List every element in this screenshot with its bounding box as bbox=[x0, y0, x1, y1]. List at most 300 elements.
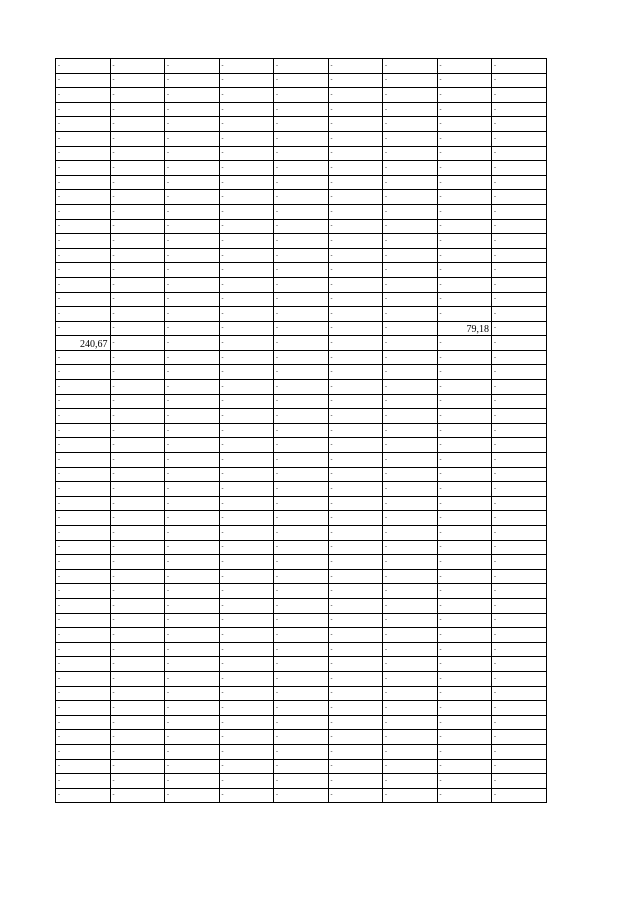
table-cell: - bbox=[437, 73, 492, 88]
table-cell: - bbox=[56, 219, 111, 234]
table-cell: - bbox=[383, 730, 438, 745]
table-cell: - bbox=[274, 467, 329, 482]
table-cell: - bbox=[492, 628, 547, 643]
table-cell: - bbox=[437, 219, 492, 234]
table-cell: - bbox=[492, 438, 547, 453]
table-row bbox=[56, 555, 547, 570]
table-cell: - bbox=[219, 409, 274, 424]
table-cell: - bbox=[492, 59, 547, 74]
table-cell: - bbox=[56, 788, 111, 803]
table-cell: - bbox=[492, 161, 547, 176]
table-row bbox=[56, 88, 547, 103]
table-cell: - bbox=[165, 671, 220, 686]
table-cell: - bbox=[219, 642, 274, 657]
table-cell: - bbox=[110, 263, 165, 278]
table-cell: - bbox=[219, 175, 274, 190]
table-cell: - bbox=[274, 526, 329, 541]
table-cell: - bbox=[274, 277, 329, 292]
table-cell: - bbox=[274, 686, 329, 701]
table-cell: - bbox=[219, 161, 274, 176]
table-cell: - bbox=[383, 569, 438, 584]
table-cell: - bbox=[328, 131, 383, 146]
table-row bbox=[56, 73, 547, 88]
table-cell: - bbox=[219, 453, 274, 468]
table-cell: - bbox=[219, 204, 274, 219]
table-cell: - bbox=[56, 701, 111, 716]
table-cell: - bbox=[165, 146, 220, 161]
table-cell: - bbox=[219, 730, 274, 745]
table-cell: - bbox=[437, 496, 492, 511]
table-cell: - bbox=[165, 511, 220, 526]
table-cell: - bbox=[165, 161, 220, 176]
table-cell: - bbox=[437, 555, 492, 570]
table-cell: - bbox=[383, 131, 438, 146]
table-cell: - bbox=[383, 642, 438, 657]
table-cell: - bbox=[383, 526, 438, 541]
table-cell: - bbox=[328, 744, 383, 759]
table-cell: - bbox=[56, 423, 111, 438]
table-cell: - bbox=[110, 598, 165, 613]
table-cell: - bbox=[274, 59, 329, 74]
table-cell: - bbox=[110, 248, 165, 263]
table-cell: - bbox=[56, 584, 111, 599]
table-row bbox=[56, 307, 547, 322]
table-cell: - bbox=[383, 540, 438, 555]
table-cell: - bbox=[274, 715, 329, 730]
table-cell: - bbox=[328, 234, 383, 249]
table-cell: - bbox=[110, 394, 165, 409]
table-cell: - bbox=[219, 336, 274, 351]
table-cell: - bbox=[383, 628, 438, 643]
table-cell: - bbox=[328, 584, 383, 599]
table-cell: - bbox=[56, 59, 111, 74]
table-cell: - bbox=[437, 540, 492, 555]
table-cell: - bbox=[110, 555, 165, 570]
table-cell: - bbox=[383, 102, 438, 117]
table-cell: - bbox=[110, 117, 165, 132]
table-cell: - bbox=[165, 788, 220, 803]
table-cell: - bbox=[56, 161, 111, 176]
table-cell: - bbox=[383, 657, 438, 672]
table-cell: - bbox=[492, 642, 547, 657]
table-cell: - bbox=[110, 365, 165, 380]
table-cell: - bbox=[219, 131, 274, 146]
table-cell: - bbox=[328, 774, 383, 789]
table-cell: - bbox=[56, 117, 111, 132]
table-row bbox=[56, 146, 547, 161]
table-cell: - bbox=[56, 248, 111, 263]
table-cell: - bbox=[492, 598, 547, 613]
table-cell: - bbox=[437, 686, 492, 701]
table-cell: - bbox=[165, 292, 220, 307]
table-cell: - bbox=[110, 190, 165, 205]
table-cell: - bbox=[492, 671, 547, 686]
table-cell: - bbox=[274, 671, 329, 686]
table-cell: - bbox=[219, 277, 274, 292]
table-cell: - bbox=[56, 438, 111, 453]
table-cell: - bbox=[274, 365, 329, 380]
table-row bbox=[56, 511, 547, 526]
table-cell: - bbox=[56, 540, 111, 555]
table-cell: - bbox=[383, 380, 438, 395]
table-cell: - bbox=[219, 146, 274, 161]
table-cell: - bbox=[56, 526, 111, 541]
table-cell: - bbox=[437, 730, 492, 745]
table-cell: - bbox=[274, 380, 329, 395]
table-cell: - bbox=[383, 321, 438, 336]
table-row bbox=[56, 438, 547, 453]
table-cell: - bbox=[492, 190, 547, 205]
table-cell: - bbox=[165, 423, 220, 438]
table-row bbox=[56, 569, 547, 584]
table-row bbox=[56, 715, 547, 730]
table-cell: - bbox=[110, 88, 165, 103]
table-cell: - bbox=[437, 102, 492, 117]
table-cell: - bbox=[437, 511, 492, 526]
table-cell: - bbox=[328, 496, 383, 511]
table-cell: - bbox=[437, 467, 492, 482]
table-cell: - bbox=[492, 453, 547, 468]
table-cell: - bbox=[383, 146, 438, 161]
table-cell: - bbox=[165, 234, 220, 249]
table-cell: - bbox=[219, 263, 274, 278]
table-cell: - bbox=[110, 759, 165, 774]
table-cell: - bbox=[56, 569, 111, 584]
table-cell: - bbox=[165, 467, 220, 482]
table-cell: - bbox=[274, 73, 329, 88]
table-cell: - bbox=[165, 657, 220, 672]
table-cell: - bbox=[56, 453, 111, 468]
table-cell: - bbox=[437, 423, 492, 438]
table-cell: - bbox=[274, 438, 329, 453]
table-cell: - bbox=[274, 321, 329, 336]
table-cell: - bbox=[219, 307, 274, 322]
table-cell: - bbox=[383, 438, 438, 453]
table-row bbox=[56, 175, 547, 190]
table-cell: - bbox=[165, 350, 220, 365]
table-cell: - bbox=[56, 598, 111, 613]
table-cell: - bbox=[165, 555, 220, 570]
table-cell: - bbox=[56, 190, 111, 205]
table-cell: - bbox=[492, 774, 547, 789]
table-cell: - bbox=[56, 642, 111, 657]
table-cell: - bbox=[274, 788, 329, 803]
table-row bbox=[56, 131, 547, 146]
table-row bbox=[56, 613, 547, 628]
table-cell: - bbox=[492, 394, 547, 409]
table-cell: - bbox=[110, 234, 165, 249]
table-cell: - bbox=[219, 73, 274, 88]
table-cell: - bbox=[383, 263, 438, 278]
table-cell: - bbox=[328, 701, 383, 716]
table-cell: - bbox=[492, 511, 547, 526]
table-cell: - bbox=[274, 219, 329, 234]
table-cell: - bbox=[492, 102, 547, 117]
table-cell: - bbox=[219, 467, 274, 482]
table-cell: - bbox=[110, 307, 165, 322]
table-cell: - bbox=[110, 744, 165, 759]
table-cell: - bbox=[383, 161, 438, 176]
table-row bbox=[56, 671, 547, 686]
table-cell: - bbox=[437, 336, 492, 351]
table-cell: - bbox=[328, 526, 383, 541]
table-row bbox=[56, 788, 547, 803]
table-cell: - bbox=[437, 365, 492, 380]
table-cell: - bbox=[56, 102, 111, 117]
table-cell: - bbox=[492, 117, 547, 132]
table-cell: - bbox=[110, 102, 165, 117]
table-row bbox=[56, 365, 547, 380]
table-cell: - bbox=[219, 394, 274, 409]
spreadsheet-body bbox=[56, 59, 547, 803]
table-cell: - bbox=[437, 744, 492, 759]
table-cell: - bbox=[56, 365, 111, 380]
table-cell: - bbox=[110, 715, 165, 730]
table-cell: - bbox=[492, 336, 547, 351]
table-cell: - bbox=[219, 584, 274, 599]
table-row bbox=[56, 234, 547, 249]
table-cell: - bbox=[110, 219, 165, 234]
table-cell: - bbox=[328, 715, 383, 730]
table-cell: - bbox=[328, 277, 383, 292]
table-cell: - bbox=[110, 788, 165, 803]
table-cell: - bbox=[492, 467, 547, 482]
table-cell: - bbox=[56, 657, 111, 672]
table-cell: - bbox=[219, 88, 274, 103]
table-cell: - bbox=[328, 161, 383, 176]
table-cell: - bbox=[492, 686, 547, 701]
table-cell: - bbox=[165, 102, 220, 117]
table-cell: - bbox=[110, 409, 165, 424]
table-cell: - bbox=[383, 744, 438, 759]
table-cell: - bbox=[492, 496, 547, 511]
table-cell: - bbox=[328, 307, 383, 322]
table-cell: - bbox=[383, 248, 438, 263]
table-cell: - bbox=[56, 263, 111, 278]
table-cell: - bbox=[492, 730, 547, 745]
table-cell: - bbox=[165, 438, 220, 453]
table-cell: - bbox=[492, 88, 547, 103]
table-cell: - bbox=[56, 88, 111, 103]
table-cell: - bbox=[328, 759, 383, 774]
table-cell: - bbox=[56, 467, 111, 482]
table-cell: - bbox=[110, 131, 165, 146]
table-cell: - bbox=[165, 321, 220, 336]
table-cell: - bbox=[274, 642, 329, 657]
table-cell: - bbox=[110, 496, 165, 511]
table-cell: - bbox=[328, 555, 383, 570]
table-cell: - bbox=[219, 234, 274, 249]
table-cell: - bbox=[437, 584, 492, 599]
table-cell: - bbox=[165, 584, 220, 599]
table-cell: - bbox=[165, 613, 220, 628]
table-cell: - bbox=[437, 204, 492, 219]
table-cell: - bbox=[56, 73, 111, 88]
table-cell: - bbox=[274, 482, 329, 497]
table-row bbox=[56, 102, 547, 117]
table-cell: - bbox=[56, 380, 111, 395]
table-row bbox=[56, 584, 547, 599]
table-cell: - bbox=[492, 248, 547, 263]
table-cell: - bbox=[219, 248, 274, 263]
table-cell: - bbox=[437, 642, 492, 657]
table-cell: - bbox=[165, 628, 220, 643]
table-cell: - bbox=[383, 613, 438, 628]
table-row bbox=[56, 642, 547, 657]
table-cell: - bbox=[165, 190, 220, 205]
table-cell: - bbox=[492, 277, 547, 292]
table-cell: - bbox=[219, 598, 274, 613]
table-cell: - bbox=[110, 701, 165, 716]
table-cell: - bbox=[110, 380, 165, 395]
table-cell: - bbox=[383, 686, 438, 701]
table-cell: - bbox=[219, 759, 274, 774]
table-cell: - bbox=[219, 788, 274, 803]
table-cell: - bbox=[328, 146, 383, 161]
table-cell: - bbox=[492, 423, 547, 438]
table-cell: - bbox=[56, 496, 111, 511]
table-cell: - bbox=[56, 511, 111, 526]
table-cell: - bbox=[165, 336, 220, 351]
table-cell: - bbox=[274, 350, 329, 365]
table-cell: - bbox=[274, 569, 329, 584]
table-cell: - bbox=[328, 59, 383, 74]
table-cell: - bbox=[56, 307, 111, 322]
table-cell: - bbox=[383, 175, 438, 190]
table-cell: - bbox=[110, 482, 165, 497]
table-cell: - bbox=[274, 102, 329, 117]
table-cell: - bbox=[274, 88, 329, 103]
table-cell: - bbox=[274, 234, 329, 249]
table-cell: - bbox=[110, 730, 165, 745]
table-cell: - bbox=[437, 715, 492, 730]
table-cell: - bbox=[383, 671, 438, 686]
table-cell: - bbox=[492, 350, 547, 365]
table-cell: - bbox=[274, 204, 329, 219]
table-cell: - bbox=[110, 73, 165, 88]
table-cell: - bbox=[56, 715, 111, 730]
table-cell: - bbox=[110, 628, 165, 643]
table-cell: - bbox=[437, 759, 492, 774]
table-row bbox=[56, 277, 547, 292]
table-cell: - bbox=[219, 511, 274, 526]
table-cell: - bbox=[219, 102, 274, 117]
table-cell: - bbox=[437, 774, 492, 789]
table-cell: - bbox=[383, 511, 438, 526]
table-cell: - bbox=[274, 598, 329, 613]
value-cell: 240,67 bbox=[56, 336, 111, 351]
table-cell: - bbox=[165, 73, 220, 88]
table-cell: - bbox=[274, 628, 329, 643]
table-cell: - bbox=[437, 701, 492, 716]
table-cell: - bbox=[56, 204, 111, 219]
table-cell: - bbox=[110, 292, 165, 307]
table-cell: - bbox=[110, 526, 165, 541]
table-cell: - bbox=[383, 204, 438, 219]
table-cell: - bbox=[328, 730, 383, 745]
table-cell: - bbox=[219, 423, 274, 438]
table-cell: - bbox=[56, 628, 111, 643]
table-cell: - bbox=[328, 453, 383, 468]
table-row bbox=[56, 190, 547, 205]
table-cell: - bbox=[274, 131, 329, 146]
table-cell: - bbox=[383, 584, 438, 599]
table-cell: - bbox=[274, 336, 329, 351]
table-cell: - bbox=[274, 292, 329, 307]
table-row bbox=[56, 336, 547, 351]
table-cell: - bbox=[492, 175, 547, 190]
table-row bbox=[56, 701, 547, 716]
table-row bbox=[56, 467, 547, 482]
table-cell: - bbox=[165, 642, 220, 657]
table-cell: - bbox=[165, 204, 220, 219]
table-cell: - bbox=[219, 774, 274, 789]
table-cell: - bbox=[274, 175, 329, 190]
table-cell: - bbox=[328, 336, 383, 351]
table-row bbox=[56, 59, 547, 74]
table-cell: - bbox=[328, 263, 383, 278]
table-cell: - bbox=[437, 117, 492, 132]
table-cell: - bbox=[328, 642, 383, 657]
table-cell: - bbox=[274, 409, 329, 424]
table-row bbox=[56, 657, 547, 672]
table-cell: - bbox=[274, 744, 329, 759]
table-row bbox=[56, 219, 547, 234]
table-cell: - bbox=[383, 307, 438, 322]
table-cell: - bbox=[165, 453, 220, 468]
table-cell: - bbox=[383, 774, 438, 789]
table-cell: - bbox=[274, 496, 329, 511]
table-cell: - bbox=[56, 321, 111, 336]
table-cell: - bbox=[437, 146, 492, 161]
table-cell: - bbox=[165, 131, 220, 146]
table-cell: - bbox=[437, 613, 492, 628]
table-cell: - bbox=[110, 511, 165, 526]
table-cell: - bbox=[219, 117, 274, 132]
table-cell: - bbox=[274, 701, 329, 716]
table-cell: - bbox=[328, 671, 383, 686]
table-row bbox=[56, 540, 547, 555]
table-cell: - bbox=[328, 365, 383, 380]
table-cell: - bbox=[492, 526, 547, 541]
spreadsheet-table bbox=[55, 58, 547, 803]
table-cell: - bbox=[492, 307, 547, 322]
table-cell: - bbox=[437, 394, 492, 409]
table-cell: - bbox=[437, 526, 492, 541]
table-cell: - bbox=[219, 555, 274, 570]
table-row bbox=[56, 730, 547, 745]
table-cell: - bbox=[492, 204, 547, 219]
table-cell: - bbox=[437, 190, 492, 205]
table-cell: - bbox=[274, 263, 329, 278]
table-cell: - bbox=[110, 175, 165, 190]
table-cell: - bbox=[492, 146, 547, 161]
table-cell: - bbox=[328, 628, 383, 643]
table-cell: - bbox=[383, 277, 438, 292]
table-cell: - bbox=[328, 511, 383, 526]
table-row bbox=[56, 423, 547, 438]
table-cell: - bbox=[165, 219, 220, 234]
table-cell: - bbox=[328, 380, 383, 395]
table-cell: - bbox=[110, 569, 165, 584]
table-cell: - bbox=[110, 540, 165, 555]
table-cell: - bbox=[274, 161, 329, 176]
table-cell: - bbox=[165, 774, 220, 789]
table-cell: - bbox=[56, 555, 111, 570]
table-row bbox=[56, 394, 547, 409]
table-cell: - bbox=[219, 496, 274, 511]
table-cell: - bbox=[165, 701, 220, 716]
